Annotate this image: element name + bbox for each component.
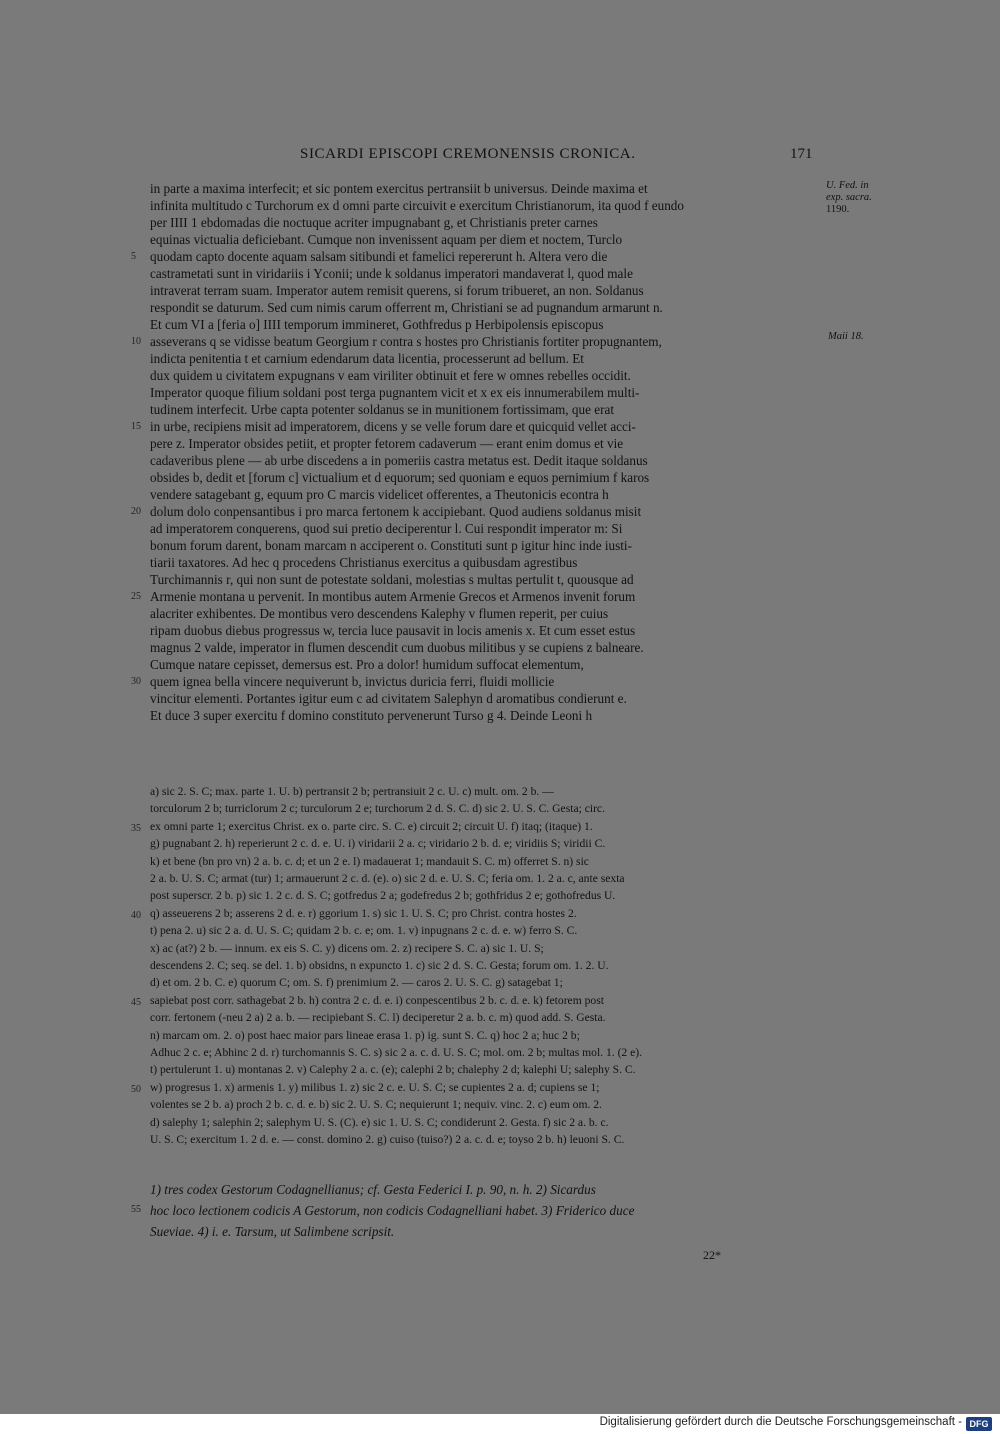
text-line: cadaveribus plene — ab urbe discedens a in pomeriis castra metatus est. Dedit itaque soldanus [150,453,648,468]
text-line: g) pugnabant 2. h) reperierunt 2 c. d. e. U. i) viridarii 2 a. c; viridario 2 b. d. e; viridiis S; viridii C. [150,837,606,851]
text-line: tudinem interfecit. Urbe capta potenter soldanus se in munitionem fortissimam, que erat [150,402,614,417]
text-line: Imperator quoque filium soldani post terga pugnantem vicit et x ex eis innumerabilem multi- [150,385,640,400]
text-line: alacriter exhibentes. De montibus vero descendens Kalephy v flumen reperit, per cuius [150,606,609,621]
text-line: t) pena 2. u) sic 2 a. d. U. S. C; quidam 2 b. c. e; om. 1. v) inpugnans 2 c. d. e. w) ferro S. C. [150,924,578,938]
text-line: quem ignea bella vincere nequiverunt b, invictus duricia ferri, fluidi mollicie [150,674,555,689]
signature-mark: 22* [703,1248,721,1262]
text-line: per IIII 1 ebdomadas die noctuque acriter impugnabant g, et Christianis preter carnes [150,215,598,230]
text-line: k) et bene (bn pro vn) 2 a. b. c. d; et un 2 e. l) madauerat 1; mandauit S. C. m) offerret S. n) sic [150,854,589,868]
line-number: 25 [131,591,141,602]
footer-bar [0,1414,1000,1434]
footer-funding-text: Digitalisierung gefördert durch die Deutsche Forschungsgemeinschaft - [599,1416,962,1428]
text-line: Cumque natare cepisset, demersus est. Pro a dolor! humidum suffocat elementum, [150,657,584,672]
line-number: 45 [131,996,141,1008]
text-line: torculorum 2 b; turriclorum 2 c; turculorum 2 e; turchorum 2 d. S. C. d) sic 2. U. S. C. Gesta; circ. [150,802,605,816]
text-line: d) et om. 2 b. C. e) quorum C; om. S. f) prenimium 2. — caros 2. U. S. C. g) satagebat 1; [150,976,563,990]
text-line: a) sic 2. S. C; max. parte 1. U. b) pertransit 2 b; pertransiuit 2 c. U. c) mult. om. 2 b. — [150,785,554,798]
text-line: hoc loco lectionem codicis A Gestorum, non codicis Codagnelliani habet. 3) Friderico duce [150,1203,635,1218]
text-line: ripam duobus diebus progressus w, tercia luce pausavit in locis amenis x. Et cum esset estus [150,623,636,638]
text-line: 1) tres codex Gestorum Codagnellianus; cf. Gesta Federici I. p. 90, n. h. 2) Sicardus [150,1182,596,1197]
text-line: w) progresus 1. x) armenis 1. y) milibus 1. z) sic 2 c. e. U. S. C; se cupientes 2 a. d; cupiens se 1; [150,1080,600,1094]
text-line: sapiebat post corr. sathagebat 2 b. h) contra 2 c. d. e. i) conpescentibus 2 b. c. d. e. k) fetorem post [150,993,604,1007]
text-line: volentes se 2 b. a) proch 2 b. c. d. e. b) sic 2. U. S. C; nequierunt 1; nequiv. vinc. 2. c) eum om. 2. [150,1098,602,1112]
line-number: 30 [131,676,141,687]
margin-note-year: 1190. [826,204,850,215]
text-line: ad imperatorem conquerens, quod sui pretio deciperentur l. Cui respondit imperator m: Si [150,521,623,536]
line-number: 40 [131,909,141,921]
text-line: n) marcam om. 2. o) post haec maior pars lineae erasa 1. p) ig. sunt S. C. q) hoc 2 a; huc 2 b; [150,1028,580,1042]
text-line: in parte a maxima interfecit; et sic pontem exercitus pertransiit b universus. Deinde maxima et [150,181,648,196]
text-line: vendere satagebant g, equum pro C marcis videlicet offerentes, a Theutonicis econtra h [150,487,609,502]
text-line: indicta penitentia t et carnium edendarum data licentia, processerunt ad bellum. Et [150,351,584,366]
line-number: 10 [131,336,141,347]
text-line: intraverat terram suam. Imperator autem remisit querens, si forum tribueret, an non. Soldanus [150,283,644,298]
line-number: 15 [131,421,141,432]
text-line: Sueviae. 4) i. e. Tarsum, ut Salimbene scripsit. [150,1224,395,1239]
line-number: 50 [131,1083,141,1095]
text-line: bonum forum darent, bonam marcam n acciperent o. Constituti sunt p igitur hinc inde iusti- [150,538,632,553]
margin-note-date-1190 [826,180,886,216]
text-line: in urbe, recipiens misit ad imperatorem, dicens y se velle forum dare et quicquid vellet acci- [150,419,636,434]
text-line: q) asseuerens 2 b; asserens 2 d. e. r) ggorium 1. s) sic 1. U. S. C; pro Christ. contra hostes 2. [150,906,577,920]
margin-note-text: U. Fed. in exp. sacra. [826,180,872,203]
text-line: respondit se daturum. Sed cum nimis carum offerrent m, Christiani se ad pugnandum armarunt n. [150,300,663,315]
line-number: 5 [131,251,136,262]
text-line: quodam capto docente aquam salsam sitibundi et famelici repererunt h. Altera vero die [150,249,608,264]
text-line: d) salephy 1; salephin 2; salephym U. S. (C). e) sic 1. U. S. C; condiderunt 2. Gesta. f) sic 2 a. b. c. [150,1115,609,1129]
line-number: 20 [131,506,141,517]
text-line: Et duce 3 super exercitu f domino constituto pervenerunt Turso g 4. Deinde Leoni h [150,708,593,723]
text-line: magnus 2 valde, imperator in flumen descendit cum duobus militibus y se cupiens z balneare. [150,640,644,655]
text-line: Armenie montana u pervenit. In montibus autem Armenie Grecos et Armenos invenit forum [150,589,636,604]
text-line: castrametati sunt in viridariis i Yconii; unde k soldanus imperatori mandaverat l, quod male [150,266,633,281]
text-line: t) pertulerunt 1. u) montanas 2. v) Calephy 2 a. c. (e); calephi 2 b; chalephy 2 d; kalephi U; salephy S. C. [150,1063,636,1077]
text-line: Turchimannis r, qui non sunt de potestate soldani, molestias s multas pertulit t, quousque ad [150,572,634,587]
text-line: vincitur elementi. Portantes igitur eum c ad civitatem Salephyn d aromatibus condierunt e. [150,691,627,706]
text-line: 2 a. b. U. S. C; armat (tur) 1; armauerunt 2 c. d. (e). o) sic 2 d. e. U. S. C; feria om. 1. 2 a. c, ante sexta [150,872,625,885]
text-line: obsides b, dedit et [forum c] victualium et d equorum; sed quoniam e equos pernimium f karos [150,470,650,485]
page-number: 171 [790,146,813,162]
text-line: post superscr. 2 b. p) sic 1. 2 c. d. S. C; gotfredus 2 a; godefredus 2 b; gothfridus 2 e; gothofredus U. [150,889,616,903]
text-line: tiarii taxatores. Ad hec q procedens Christianus exercitus a quibusdam agrestibus [150,555,578,570]
text-line: x) ac (at?) 2 b. — innum. ex eis S. C. y) dicens om. 2. z) recipere S. C. a) sic 1. U. S; [150,941,544,955]
text-line: descendens 2. C; seq. se del. 1. b) obsidns, n expuncto 1. c) sic 2 d. S. C. Gesta; forum om. 1. 2. U. [150,959,609,972]
dfg-logo: DFG [966,1417,992,1431]
text-line: pere z. Imperator obsides petiit, et propter fetorem cadaverum — erant enim domus et vie [150,436,624,451]
text-line: asseverans q se vidisse beatum Georgium r contra s hostes pro Christianis fortiter propugnantem, [150,334,662,349]
text-line: infinita multitudo c Turchorum ex d omni parte circuivit e exercitum Christianorum, ita quod f eundo [150,198,684,213]
text-line: Et cum VI a [feria o] IIII temporum immineret, Gothfredus p Herbipolensis episcopus [150,317,604,332]
text-line: corr. fertonem (-neu 2 a) 2 a. b. — recipiebant S. C. l) deciperetur 2 a. b. c. m) quod add. S. Gesta. [150,1011,606,1025]
margin-note-date-maii: Maii 18. [828,331,864,342]
line-number: 55 [131,1204,141,1215]
text-line: Adhuc 2 c. e; Abhinc 2 d. r) turchomannis S. C. s) sic 2 a. c. d. U. S. C; mol. om. 2 b; multas mol. 1. (2 e). [150,1046,643,1059]
text-line: equinas victualia deficiebant. Cumque non invenissent aquam per diem et noctem, Turclo [150,232,623,247]
text-line: dolum dolo conpensantibus i pro marca fertonem k accipiebant. Quod audiens soldanus misit [150,504,642,519]
line-number: 35 [131,822,141,834]
text-line: U. S. C; exercitum 1. 2 d. e. — const. domino 2. g) cuiso (tuiso?) 2 a. c. d. e; toyso 2 b. h) leuoni S. C. [150,1133,625,1146]
text-line: ex omni parte 1; exercitus Christ. ex o. parte circ. S. C. e) circuit 2; circuit U. f) itaq; (itaque) 1. [150,819,593,833]
text-line: dux quidem u civitatem expugnans v eam viriliter obtinuit et fere w omnes rebelles occidit. [150,368,631,383]
running-head: SICARDI EPISCOPI CREMONENSIS CRONICA. [300,146,636,162]
